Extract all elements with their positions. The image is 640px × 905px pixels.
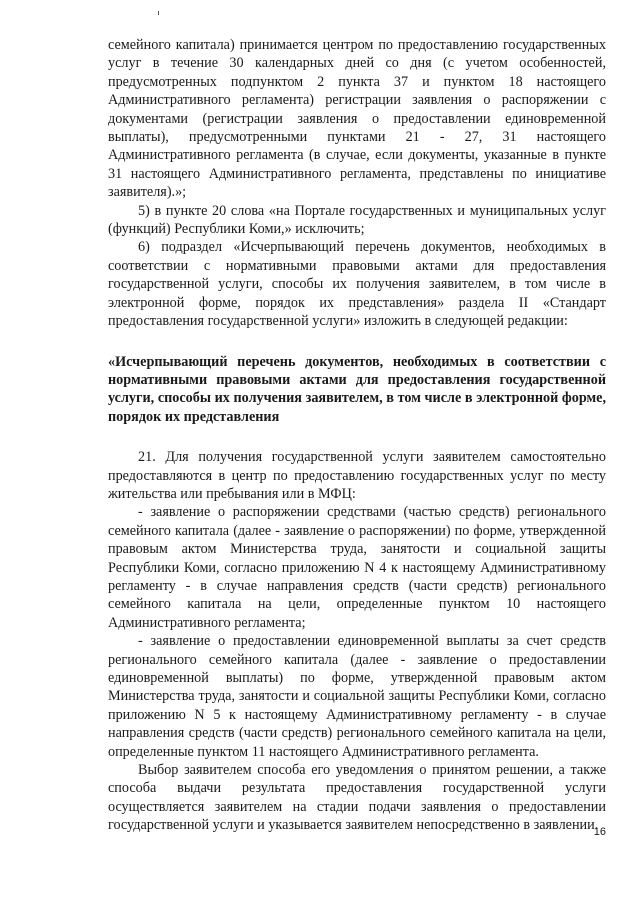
section-heading: «Исчерпывающий перечень документов, необходимых в соответствии с нормативными правовыми актами для предоставления государственной услуги, способы их получения заявителем, в том числе в электронной форме, порядок их представления [108, 353, 606, 425]
paragraph-notification-choice: Выбор заявителем способа его уведомления о принятом решении, а также способа выдачи результата предоставления государственной услуги осуществляется заявителем на стадии подачи заявления о предоставлении государственной услуги и указывается заявителем непосредственно в заявлении. [108, 762, 606, 834]
scan-mark [158, 11, 159, 15]
paragraph-item-6: 6) подраздел «Исчерпывающий перечень документов, необходимых в соответствии с нормативными правовыми актами для предоставления государственной услуги, способы их получения заявителем, в том числе в электронной форме, порядок их представления» раздела II «Стандарт предоставления государственной услуги» изложить в следующей редакции: [108, 239, 606, 330]
paragraph-continuation: семейного капитала) принимается центром по предоставлению государственных услуг в течение 30 календарных дней со дня (с учетом особенностей, предусмотренных подпунктом 2 пункта 37 и пунктом 18 настоящего Административного регламента) регистрации заявления о распоряжении с документами (регистрации заявления о предоставлении единовременной выплаты), предусмотренными пунктами 21 - 27, 31 настоящего Административного регламента (в случае, если документы, указанные в пункте 31 настоящего Административного регламента, представлены по инициативе заявителя).»; [108, 37, 606, 201]
list-item-application-disposal: - заявление о распоряжении средствами (частью средств) регионального семейного капитала (далее - заявление о распоряжении) по форме, утвержденной правовым актом Министерства труда, занятости и социальной защиты Республики Коми, согласно приложению N 4 к настоящему Административному регламенту - в случае направления средств (части средств) регионального семейного капитала на цели, определенные пунктом 10 настоящего Административного регламента; [108, 504, 606, 631]
page-number: 16 [593, 826, 606, 838]
list-item-application-lump-sum: - заявление о предоставлении единовременной выплаты за счет средств регионального семейного капитала (далее - заявление о предоставлении единовременной выплаты) по форме, утвержденной правовым актом Министерства труда, занятости и социальной защиты Республики Коми, согласно приложению N 5 к настоящему Административному регламенту - в случае направления средств (части средств) регионального семейного капитала на цели, определенные пунктом 11 настоящего Административного регламента. [108, 633, 606, 760]
paragraph-item-5: 5) в пункте 20 слова «на Портале государственных и муниципальных услуг (функций) Республики Коми,» исключить; [108, 202, 606, 238]
paragraph-item-21: 21. Для получения государственной услуги заявителем самостоятельно предоставляются в центр по предоставлению государственных услуг по месту жительства или пребывания или в МФЦ: [108, 449, 606, 502]
document-body [108, 36, 606, 835]
